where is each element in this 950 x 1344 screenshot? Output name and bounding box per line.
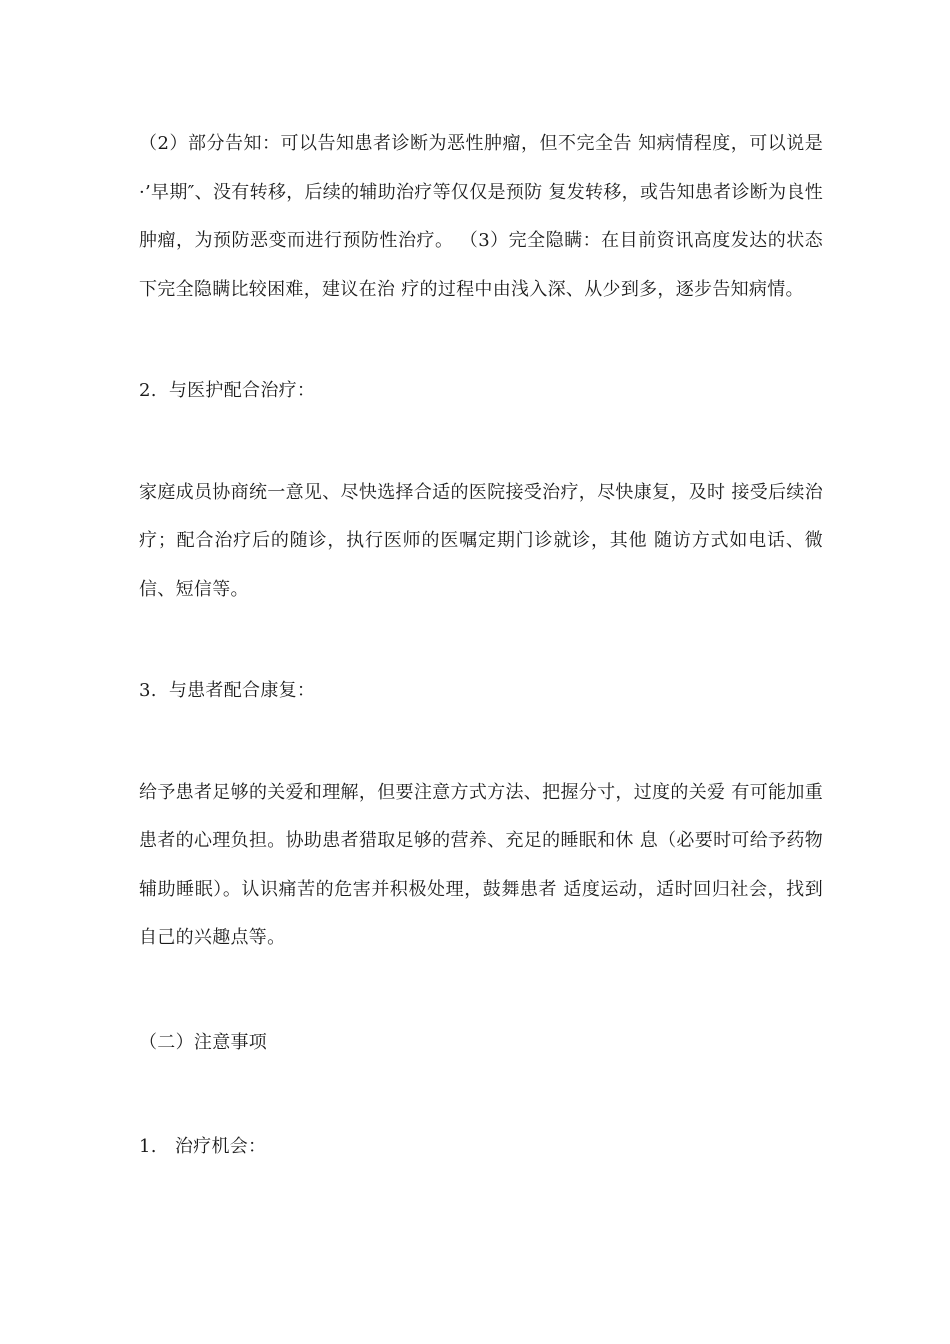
heading-precautions: （二）注意事项 bbox=[139, 1031, 268, 1053]
spacer bbox=[139, 1067, 823, 1123]
heading-treatment-opportunity: 1. 治疗机会： bbox=[139, 1136, 267, 1157]
document-page bbox=[139, 120, 823, 1172]
spacer bbox=[139, 963, 823, 1019]
paragraph-cooperate-with-medical: 家庭成员协商统一意见、尽快选择合适的医院接受治疗，尽快康复，及时 接受后续治疗；配合治疗后的随诊，执行医师的医嘱定期门诊就诊，其他 随访方式如电话、微信、短信等。 bbox=[139, 481, 823, 600]
spacer bbox=[139, 314, 823, 367]
heading-cooperate-with-patient: 3. 与患者配合康复： bbox=[139, 680, 316, 701]
spacer bbox=[139, 416, 823, 469]
paragraph-partial-disclosure: （2）部分告知：可以告知患者诊断为恶性肿瘤，但不完全告 知病情程度，可以说是·’早期″、没有转移，后续的辅助治疗等仅仅是预防 复发转移，或告知患者诊断为良性肿瘤，为预防恶变而进行预防性治疗。 （3）完全隐瞒：在目前资讯高度发达的状态下完全隐瞒比较困难，建议在治 疗的过程中由浅入深、从少到多，逐步告知病情。 bbox=[139, 133, 823, 300]
paragraph-cooperate-with-patient: 给予患者足够的关爱和理解，但要注意方式方法、把握分寸，过度的关爱 有可能加重患者的心理负担。协助患者猎取足够的营养、充足的睡眠和休 息（必要时可给予药物辅助睡眠）。认识痛苦的危害并积极处理，鼓舞患者 适度运动，适时回归社会，找到自己的兴趣点等。 bbox=[139, 781, 823, 948]
spacer bbox=[139, 614, 823, 667]
spacer bbox=[139, 716, 823, 769]
heading-cooperate-with-medical: 2. 与医护配合治疗： bbox=[139, 380, 316, 401]
